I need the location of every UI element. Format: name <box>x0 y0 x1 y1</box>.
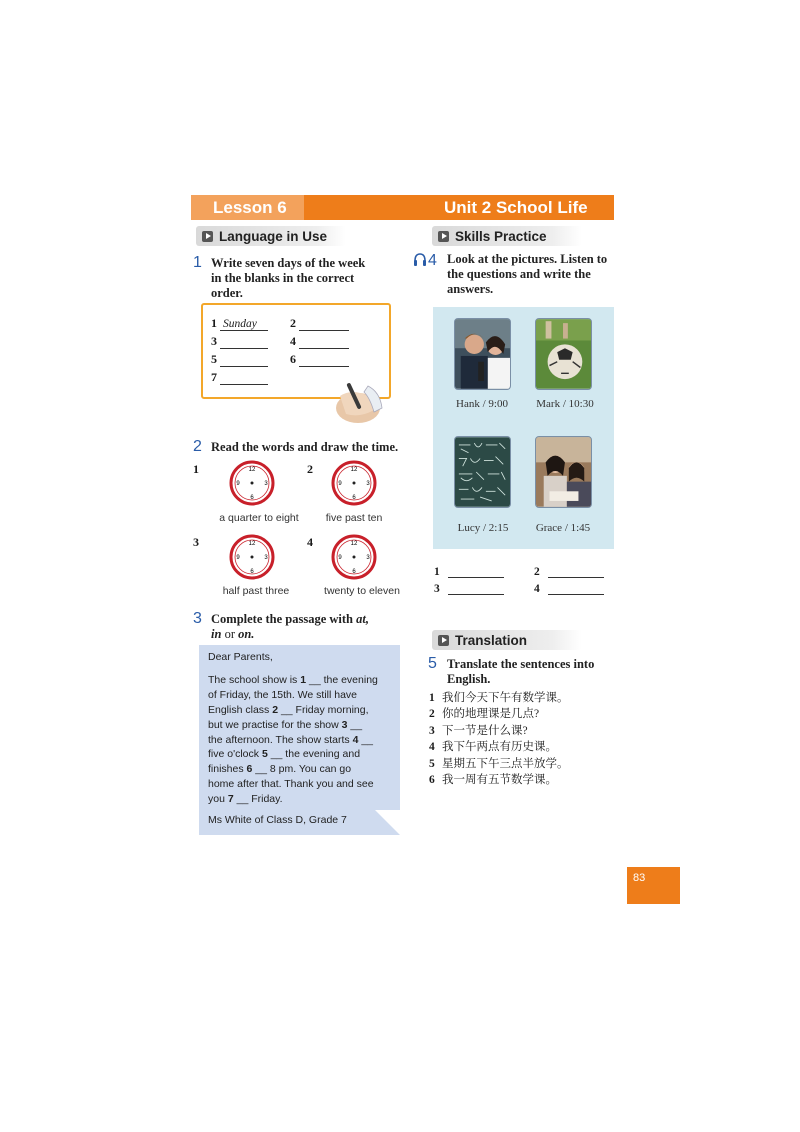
clock-label-12: 12 <box>350 467 358 473</box>
blank-number: 5 <box>211 352 217 366</box>
exercise-2-instruction: Read the words and draw the time. <box>211 440 399 454</box>
translation-sentence: 6 我一周有五节数学课。 <box>429 774 557 787</box>
clock-caption: half past three <box>222 585 290 597</box>
picture-caption: Mark / 10:30 <box>536 398 594 410</box>
clock-caption: five past ten <box>325 512 383 524</box>
instruction-text: Complete the passage with <box>211 612 354 626</box>
exercise-5-instruction <box>447 657 617 687</box>
clock-label-9: 9 <box>338 481 342 487</box>
translation-sentence: 4 我下午两点有历史课。 <box>429 741 557 754</box>
unit-title: Unit 2 School Life <box>444 198 588 217</box>
day-blank-row <box>290 334 349 349</box>
day-blank-input[interactable] <box>299 318 349 331</box>
passage-line: finishes 6 __ 8 pm. You can go <box>208 763 352 776</box>
play-icon <box>202 231 213 242</box>
clock-label-6: 6 <box>352 569 356 575</box>
day-blank-row <box>211 370 268 385</box>
translation-sentence: 2 你的地理课是几点? <box>429 708 540 721</box>
clock-label-3: 3 <box>366 555 370 561</box>
clock-label-3: 3 <box>264 555 268 561</box>
answer-blank-input[interactable] <box>548 565 604 578</box>
picture-caption: Grace / 1:45 <box>535 522 591 534</box>
clock-caption: twenty to eleven <box>324 585 400 597</box>
day-blank-input[interactable] <box>299 354 349 367</box>
clock-label-9: 9 <box>338 555 342 561</box>
instruction-line: Write seven days of the week <box>211 256 366 270</box>
photo-hank-science <box>454 318 511 390</box>
clock-label-6: 6 <box>352 495 356 501</box>
picture-caption: Hank / 9:00 <box>456 398 508 410</box>
instruction-line: in the blanks in the correct <box>211 271 355 285</box>
passage-letter <box>208 650 398 828</box>
instruction-line: answers. <box>447 282 494 296</box>
clock-face-icon[interactable] <box>331 460 377 506</box>
exercise-3-instruction <box>211 612 396 642</box>
section-tab-skills-practice <box>432 226 582 246</box>
answer-blank-input[interactable] <box>548 582 604 595</box>
photo-lucy-math <box>454 436 511 508</box>
clock-item-number: 3 <box>193 535 199 549</box>
instruction-word-or: or <box>224 627 235 641</box>
answer-blank-row <box>534 565 604 578</box>
clock-label-3: 3 <box>366 481 370 487</box>
blank-number: 2 <box>290 316 296 330</box>
instruction-line: Translate the sentences into <box>447 657 595 671</box>
clock-label-9: 9 <box>236 555 240 561</box>
day-blank-input[interactable] <box>220 336 268 349</box>
answer-blank-input[interactable] <box>448 582 504 595</box>
instruction-word-on: on. <box>238 627 255 641</box>
exercise-number: 2 <box>193 438 202 455</box>
translation-sentence: 1 我们今天下午有数学课。 <box>429 692 569 704</box>
passage-line: you 7 __ Friday. <box>208 793 283 806</box>
clock-item-number: 4 <box>307 535 313 549</box>
passage-line: five o'clock 5 __ the evening and <box>208 748 361 761</box>
blank-number: 7 <box>211 370 217 384</box>
translation-sentence-list <box>429 690 614 788</box>
lesson-title: Lesson 6 <box>213 198 287 217</box>
clock-label-3: 3 <box>264 481 268 487</box>
passage-line: The school show is 1 __ the evening <box>208 673 378 686</box>
instruction-line: order. <box>211 286 243 300</box>
answer-number: 3 <box>434 583 440 595</box>
exercise-4-instruction <box>447 252 617 297</box>
photo-grace-study <box>535 436 592 508</box>
blank-number: 6 <box>290 352 296 366</box>
audio-headphones-icon[interactable] <box>413 252 427 268</box>
day-blank-row <box>211 316 268 331</box>
passage-line: but we practise for the show 3 __ <box>208 718 363 731</box>
answer-blank-row <box>434 565 504 578</box>
section-tab-translation <box>432 630 582 650</box>
picture-caption: Lucy / 2:15 <box>457 522 509 534</box>
clock-label-12: 12 <box>248 541 256 547</box>
answer-blank-input[interactable] <box>448 565 504 578</box>
blank-number: 3 <box>211 334 217 348</box>
letter-signature: Ms White of Class D, Grade 7 <box>208 814 347 827</box>
instruction-line: English. <box>447 672 491 686</box>
passage-line: the afternoon. The show starts 4 __ <box>208 733 374 746</box>
blank-number: 1 <box>211 316 217 330</box>
day-blank-input[interactable] <box>220 372 268 385</box>
day-blank-input[interactable] <box>220 354 268 367</box>
clock-label-6: 6 <box>250 495 254 501</box>
day-blank-row <box>211 352 268 367</box>
instruction-word-in: in <box>211 627 222 641</box>
translation-sentence: 3 下一节是什么课? <box>429 724 528 737</box>
day-blank-row <box>290 316 349 331</box>
exercise-number: 5 <box>428 655 437 672</box>
passage-line: home after that. Thank you and see <box>208 778 374 791</box>
day-blank-input[interactable]: Sunday <box>220 318 268 331</box>
clock-face-icon[interactable] <box>229 460 275 506</box>
day-blank-input[interactable] <box>299 336 349 349</box>
clock-face-icon[interactable] <box>229 534 275 580</box>
exercise-number: 3 <box>193 610 202 627</box>
section-tab-language-in-use <box>196 226 346 246</box>
clock-label-6: 6 <box>250 569 254 575</box>
passage-line: English class 2 __ Friday morning, <box>208 703 369 716</box>
clock-label-9: 9 <box>236 481 240 487</box>
clock-face-icon[interactable] <box>331 534 377 580</box>
instruction-line: the questions and write the <box>447 267 591 281</box>
clock-label-12: 12 <box>350 541 358 547</box>
instruction-word-at: at, <box>356 612 369 626</box>
day-blank-row <box>211 334 268 349</box>
clock-item-number: 2 <box>307 462 313 476</box>
day-blank-row <box>290 352 349 367</box>
translation-sentence: 5 星期五下午三点半放学。 <box>429 757 569 770</box>
photo-mark-football <box>535 318 592 390</box>
clock-item-number: 1 <box>193 462 199 476</box>
exercise-number: 1 <box>193 254 202 271</box>
answer-number: 4 <box>534 583 540 595</box>
exercise-1-instruction <box>211 256 391 301</box>
answer-blank-row <box>534 582 604 595</box>
section-tab-label: Translation <box>455 632 528 648</box>
passage-line: of Friday, the 15th. We still have <box>208 688 358 701</box>
play-icon <box>438 635 449 646</box>
play-icon <box>438 231 449 242</box>
section-tab-label: Language in Use <box>219 228 328 244</box>
exercise-number: 4 <box>428 252 437 269</box>
answer-number: 2 <box>534 566 540 578</box>
answer-blank-row <box>434 582 504 595</box>
clock-label-12: 12 <box>248 467 256 473</box>
blank-number: 4 <box>290 334 296 348</box>
letter-greeting: Dear Parents, <box>208 651 273 663</box>
answer-number: 1 <box>434 566 440 578</box>
clock-caption: a quarter to eight <box>219 512 299 524</box>
page-number: 83 <box>633 872 646 884</box>
writing-hand-illustration <box>330 378 385 426</box>
section-tab-label: Skills Practice <box>455 228 547 244</box>
instruction-line: Look at the pictures. Listen to <box>447 252 608 266</box>
